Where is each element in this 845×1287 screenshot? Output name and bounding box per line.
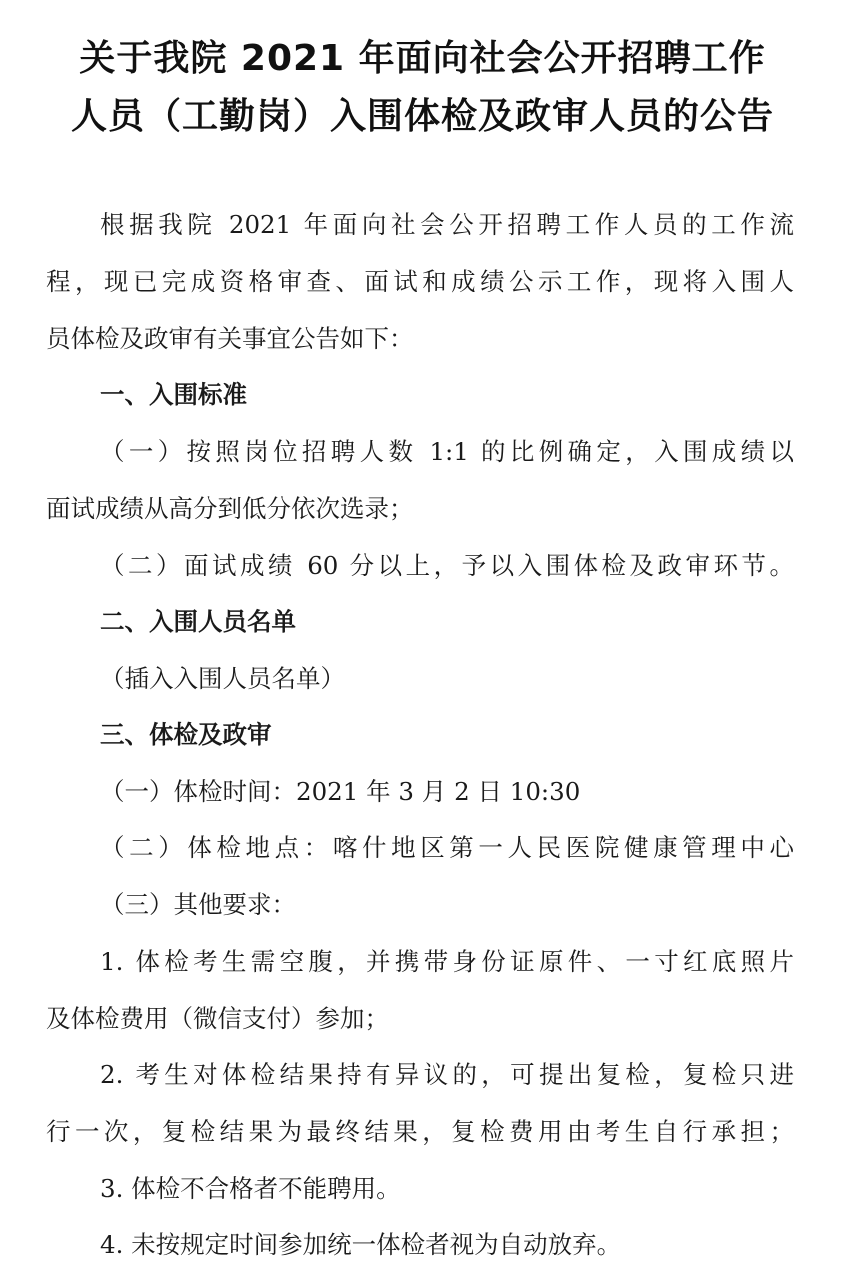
- section-2-name-list-placeholder: （插入入围人员名单）: [100, 664, 345, 693]
- section-1-item-1-line-2: 面试成绩从高分到低分依次选录；: [46, 494, 414, 523]
- intro-paragraph-line-1: 根据我院 2021 年面向社会公开招聘工作人员的工作流: [100, 210, 794, 239]
- section-3-heading: 三、体检及政审: [100, 720, 272, 749]
- exam-time: （一）体检时间：2021 年 3 月 2 日 10:30: [100, 777, 581, 806]
- requirement-2-line-1: 2. 考生对体检结果持有异议的，可提出复检，复检只进: [100, 1060, 794, 1089]
- intro-paragraph-line-2: 程，现已完成资格审查、面试和成绩公示工作，现将入围人: [46, 267, 794, 296]
- intro-paragraph-line-3: 员体检及政审有关事宜公告如下：: [46, 324, 414, 353]
- requirement-2-line-2: 行一次，复检结果为最终结果，复检费用由考生自行承担；: [46, 1117, 794, 1146]
- other-requirements-label: （三）其他要求：: [100, 890, 296, 919]
- section-2-heading: 二、入围人员名单: [100, 607, 296, 636]
- requirement-1-line-2: 及体检费用（微信支付）参加；: [46, 1004, 389, 1033]
- requirement-4: 4. 未按规定时间参加统一体检者视为自动放弃。: [100, 1230, 622, 1259]
- requirement-3: 3. 体检不合格者不能聘用。: [100, 1174, 401, 1203]
- exam-place: （二）体检地点：喀什地区第一人民医院健康管理中心: [100, 833, 794, 862]
- notice-title-line-1: 关于我院 2021 年面向社会公开招聘工作: [79, 38, 766, 79]
- requirement-1-line-1: 1. 体检考生需空腹，并携带身份证原件、一寸红底照片: [100, 947, 794, 976]
- section-1-heading: 一、入围标准: [100, 380, 247, 409]
- section-1-item-2: （二）面试成绩 60 分以上，予以入围体检及政审环节。: [100, 551, 794, 580]
- notice-title-line-2: 人员（工勤岗）入围体检及政审人员的公告: [70, 96, 774, 137]
- section-1-item-1-line-1: （一）按照岗位招聘人数 1:1 的比例确定，入围成绩以: [100, 437, 794, 466]
